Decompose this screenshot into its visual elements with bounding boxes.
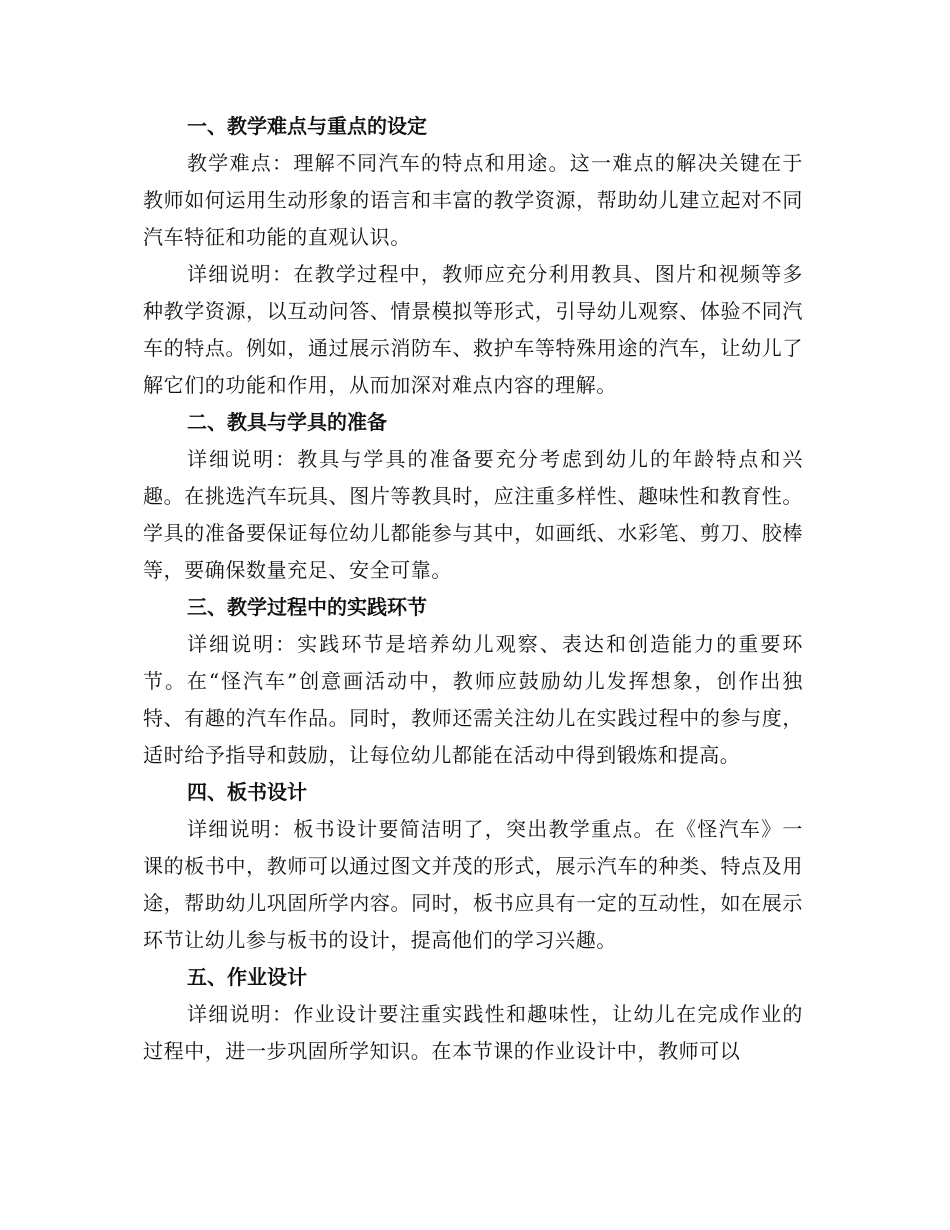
section-1-paragraph-2: 详细说明：在教学过程中，教师应充分利用教具、图片和视频等多种教学资源，以互动问答、情景模拟等形式，引导幼儿观察、体验不同汽车的特点。例如，通过展示消防车、救护车等特殊用途的汽车，让幼儿了解它们的功能和作用，从而加深对难点内容的理解。 (143, 262, 803, 397)
section-heading-1: 一、教学难点与重点的设定 (187, 114, 427, 138)
section-1-paragraph-1: 教学难点：理解不同汽车的特点和用途。这一难点的解决关键在于教师如何运用生动形象的语言和丰富的教学资源，帮助幼儿建立起对不同汽车特征和功能的直观认识。 (143, 151, 803, 249)
section-4-paragraph-1: 详细说明：板书设计要简洁明了，突出教学重点。在《怪汽车》一课的板书中，教师可以通过图文并茂的形式，展示汽车的种类、特点及用途，帮助幼儿巩固所学内容。同时，板书应具有一定的互动性，如在展示环节让幼儿参与板书的设计，提高他们的学习兴趣。 (143, 817, 803, 952)
section-3-paragraph-1: 详细说明：实践环节是培养幼儿观察、表达和创造能力的重要环节。在“怪汽车”创意画活动中，教师应鼓励幼儿发挥想象，创作出独特、有趣的汽车作品。同时，教师还需关注幼儿在实践过程中的参与度，适时给予指导和鼓励，让每位幼儿都能在活动中得到锻炼和提高。 (143, 632, 803, 767)
section-heading-4: 四、板书设计 (187, 780, 307, 804)
section-heading-3: 三、教学过程中的实践环节 (187, 595, 427, 619)
document-body (143, 108, 803, 1070)
section-5-paragraph-1: 详细说明：作业设计要注重实践性和趣味性，让幼儿在完成作业的过程中，进一步巩固所学知识。在本节课的作业设计中，教师可以 (143, 1002, 803, 1063)
section-heading-5: 五、作业设计 (187, 965, 307, 989)
section-heading-2: 二、教具与学具的准备 (187, 410, 387, 434)
section-2-paragraph-1: 详细说明：教具与学具的准备要充分考虑到幼儿的年龄特点和兴趣。在挑选汽车玩具、图片等教具时，应注重多样性、趣味性和教育性。学具的准备要保证每位幼儿都能参与其中，如画纸、水彩笔、剪刀、胶棒等，要确保数量充足、安全可靠。 (143, 447, 803, 582)
